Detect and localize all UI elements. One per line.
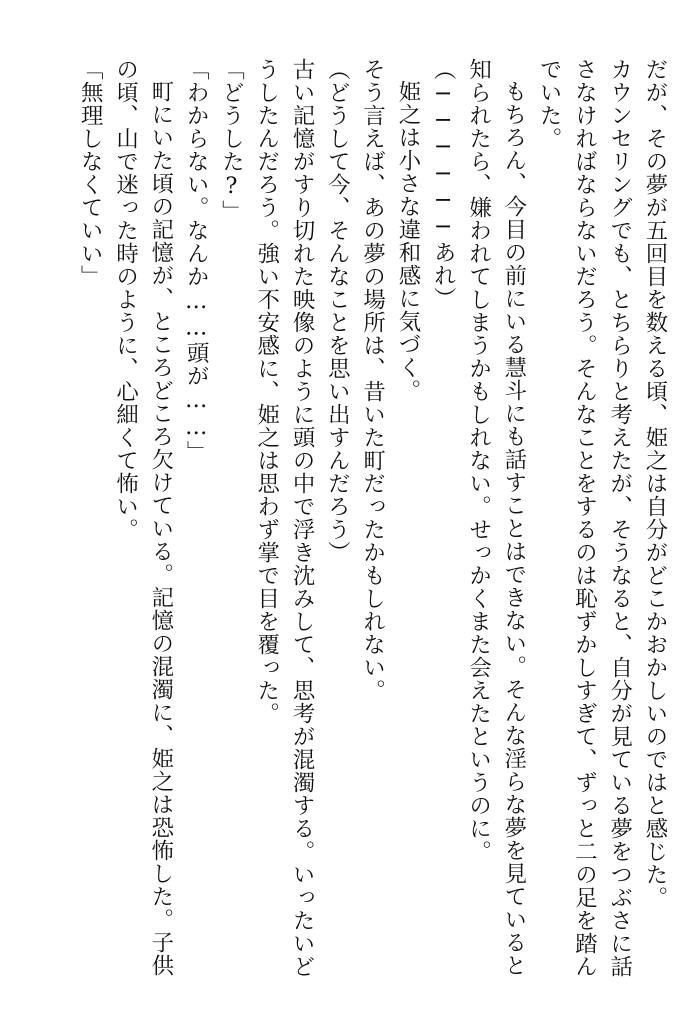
paragraph: カウンセリングでも、とちらりと考えたが、そうなると、自分が見ている夢をつぶさに話さなければならないだろう。そんなことをするのは恥ずかしすぎて、ずっと二の足を踏んでいた。 [536,58,633,978]
paragraph: 古い記憶がすり切れた映像のように頭の中で浮き沈みして、思考が混濁する。いったいどうしたんだろう。強い不安感に、姫之は思わず掌で目を覆った。 [253,58,316,978]
paragraph: だが、その夢が五回目を数える頃、姫之は自分がどこかおかしいのではと感じた。 [642,58,668,909]
paragraph: 町にいた頃の記憶が、ところどころ欠けている。記憶の混濁に、姫之は恐怖した。子供の頃、山で迷った時のように、心細くて怖い。 [112,58,174,978]
paragraph: そう言えば、あの夢の場所は、昔いた町だったかもしれない。 [359,58,386,702]
paragraph: 姫之は小さな違和感に気づく。 [394,80,421,403]
vertical-text-body [72,58,672,988]
paragraph: 「わからない。なんか……頭が……」 [183,58,210,464]
paragraph: 「無理しなくていい」 [77,58,104,288]
paragraph: （どうして今、そんなことを思い出すんだろう） [324,58,351,564]
paragraph: 「どうした?」 [218,58,245,223]
paragraph: もちろん、今目の前にいる慧斗にも話すことはできない。そんな淫らな夢を見ていると知られたら、嫌われてしまうかもしれない。せっかくまた会えたというのに。 [465,58,527,978]
paragraph: （──────あれ） [430,58,457,310]
